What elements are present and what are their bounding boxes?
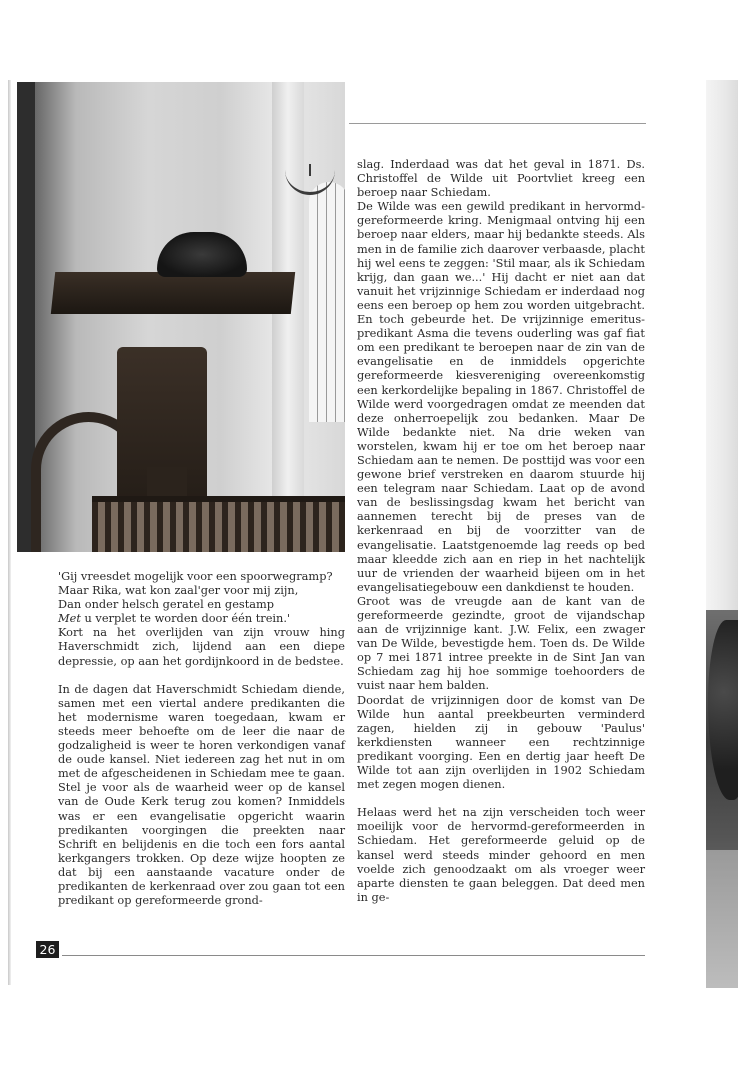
left-paragraph-1: Kort na het overlijden van zijn vrouw hing Haverschmidt zich, lijdend aan een diepe depressie, op aan het gordijnkoord in de bedstee. — [58, 625, 345, 668]
bottom-rule — [62, 955, 645, 956]
left-text-column — [58, 569, 345, 907]
facing-page-photo — [706, 610, 738, 988]
poem-quote — [58, 569, 345, 625]
right-paragraph-1: slag. Inderdaad was dat het geval in 1871. Ds. Christoffel de Wilde uit Poortvliet kreeg een beroep naar Schiedam. — [357, 157, 645, 200]
church-pulpit-photo — [17, 82, 345, 552]
poem-line-rest: u verplet te worden door één trein.' — [80, 611, 291, 626]
poem-line-last — [58, 611, 345, 625]
right-paragraph-3: Groot was de vreugde aan de kant van de gereformeerde gezindte, groot de vijandschap aan de vrijzinnige kant. J.W. Felix, een zwager van De Wilde, bevestigde hem. Toen ds. De Wilde op 7 mei 1871 intree preekte in de Sint Jan van Schiedam zag hij hoe sommige toehoorders de vuist naar hem balden. — [357, 593, 645, 693]
poem-line: Maar Rika, wat kon zaal'ger voor mij zijn, — [58, 583, 299, 598]
top-rule — [349, 123, 646, 124]
left-paragraph-2: In de dagen dat Haverschmidt Schiedam diende, samen met een viertal andere predikanten die het modernisme waren toegedaan, kwam er steeds meer behoefte om de leer die naar de godzaligheid is weer te horen verkondigen vanaf de oude kansel. Niet iedereen zag het nut in om met de afgescheidenen in Schiedam mee te gaan. Stel je voor als de waarheid weer op de kansel van de Oude Kerk terug zou komen? Inmiddels was er een evangelisatie opgericht waarin predikanten voorgingen die preekten naar Schrift en belijdenis en die toch een fors aantal kerkgangers trokken. Op deze wijze hoopten ze dat bij een aanstaande vacature onder de predikanten de kerkenraad over zou gaan tot een predikant op gereformeerde grond- — [58, 681, 345, 908]
page-gutter-shadow — [8, 80, 11, 985]
poem-italic-word: Met — [58, 611, 81, 626]
poem-line: Dan onder helsch geratel en gestamp — [58, 597, 275, 612]
page-number: 26 — [36, 941, 59, 958]
poem-line: 'Gij vreesdet mogelijk voor een spoorwegramp? — [58, 569, 333, 583]
right-paragraph-2: De Wilde was een gewild predikant in hervormd-gereformeerde kring. Menigmaal ontving hij een beroep naar elders, maar hij bedankte steeds. Als men in de familie zich daarover verbaasde, placht hij wel eens te zeggen: 'Stil maar, als ik Schiedam krijg, dan gaan we...' Hij dacht er niet aan dat vanuit het vrijzinnige Schiedam er inderdaad nog eens een beroep op hem zou worden uitgebracht. En toch gebeurde het. De vrijzinnige emeritus-predikant Asma die tevens ouderling was gaf fiat om een predikant te beroepen naar de zin van de evangelisatie en de inmiddels opgerichte gereformeerde kiesvereniging overeenkomstig een kerkordelijke bepaling in 1867. Christoffel de Wilde werd voorgedragen omdat ze meenden dat deze onherroepelijk zou bedanken. Maar De Wilde bedankte niet. Na drie weken van worstelen, kwam hij er toe om het beroep naar Schiedam aan te nemen. De posttijd was voor een gewone brief verstreken en daarom stuurde hij een telegram naar Schiedam. Laat op de avond van de beslissingsdag kwam het bericht van aannemen terecht bij de preses van de kerkenraad en bij de voorzitter van de evangelisatie. Laatstgenoemde lag reeds op bed maar kleedde zich aan en riep in het nachtelijk uur de vrienden der waarheid bijeen om in het evangelisatiegebouw een dankdienst te houden. — [357, 199, 645, 594]
right-text-column — [357, 157, 645, 904]
right-paragraph-5: Helaas werd het na zijn verscheiden toch weer moeilijk voor de hervormd-gereformeerden in Schiedam. Het gereformeerde geluid op de kansel werd steeds minder gehoord en men voelde zich genoodzaakt om als vroeger weer aparte diensten te gaan beleggen. Dat deed men in ge- — [357, 805, 645, 904]
right-paragraph-4: Doordat de vrijzinnigen door de komst van De Wilde hun aantal preekbeurten verminderd zagen, hielden zij in gebouw 'Paulus' kerkdiensten wanneer een rechtzinnige predikant voorging. Een en dertig jaar heeft De Wilde tot aan zijn overlijden in 1902 Schiedam met zegen mogen dienen. — [357, 692, 645, 792]
